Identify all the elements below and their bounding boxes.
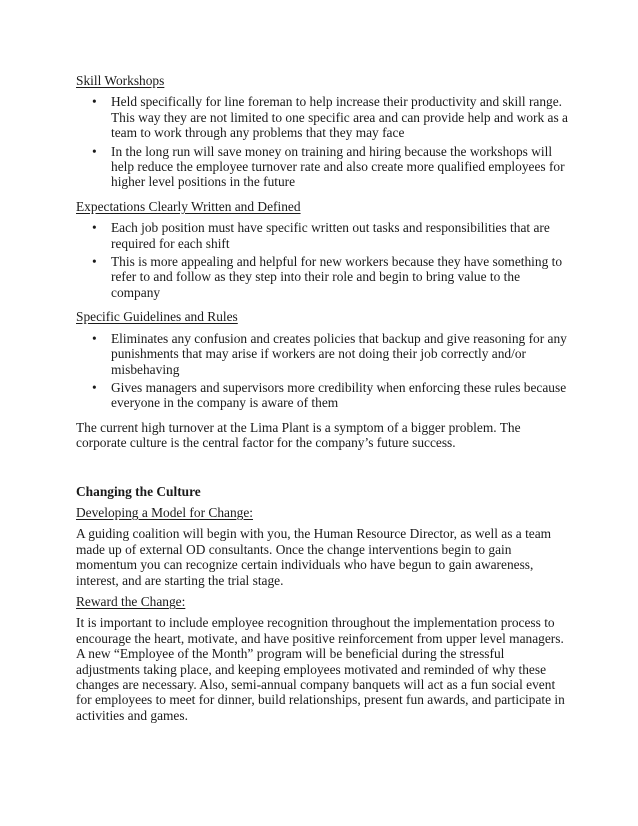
paragraph-employee-recognition: It is important to include employee recognition throughout the implementation process to encourage the heart, motivate, and have positive reinforcement from upper level managers. A new “Employee of the Month” program will be beneficial during the stressful adjustments taking place, and keeping employees motivated and reminded of why these changes are necessary. Also, semi-annual company banquets will act as a fun social event for employees to meet for dinner, build relationships, present fun awards, and participate in activities and games. [76, 615, 565, 723]
subheading-reward-the-change: Reward the Change: [76, 593, 186, 609]
bullet-icon: • [92, 94, 97, 110]
bullet-icon: • [92, 379, 97, 395]
section-heading-guidelines: Specific Guidelines and Rules [76, 309, 238, 325]
section-heading-skill-workshops: Skill Workshops [76, 73, 165, 88]
summary-paragraph: The current high turnover at the Lima Plant is a symptom of a bigger problem. The corporate culture is the central factor for the company’s future success. [76, 419, 521, 451]
list-item: • Held specifically for line foreman to help increase their productivity and skill range. This way they are not limited to one specific area and can provide help and work as a team to work through any problems that they may face [92, 94, 568, 141]
page-content [76, 73, 568, 723]
list-item: • Eliminates any confusion and creates policies that backup and give reasoning for any punishments that may arise if workers are not doing their job correctly and/or misbehaving [92, 330, 567, 377]
subheading-developing-model: Developing a Model for Change: [76, 504, 254, 520]
bullet-icon: • [92, 330, 97, 346]
bullet-list [76, 331, 568, 411]
bullet-icon: • [92, 143, 97, 159]
bullet-list [76, 94, 568, 189]
section-heading-expectations: Expectations Clearly Written and Defined [76, 198, 301, 214]
section-title-changing-the-culture: Changing the Culture [76, 483, 201, 499]
paragraph-guiding-coalition: A guiding coalition will begin with you, the Human Resource Director, as well as a team made up of external OD consultants. Once the change interventions begin to gain momentum you can recognize certain individuals who have begun to gain awareness, interest, and are starting the trial stage. [76, 526, 552, 588]
bullet-icon: • [92, 254, 97, 270]
bullet-list [76, 220, 568, 300]
list-item: • In the long run will save money on training and hiring because the workshops will help reduce the employee turnover rate and also create more qualified employees for higher level positions in the future [92, 143, 565, 190]
list-item: • Gives managers and supervisors more credibility when enforcing these rules because everyone in the company is aware of them [92, 379, 567, 411]
list-item: • Each job position must have specific written out tasks and responsibilities that are required for each shift [92, 220, 550, 251]
list-item: • This is more appealing and helpful for new workers because they have something to refer to and follow as they step into their role and begin to bring value to the company [92, 254, 563, 300]
bullet-icon: • [92, 220, 97, 236]
